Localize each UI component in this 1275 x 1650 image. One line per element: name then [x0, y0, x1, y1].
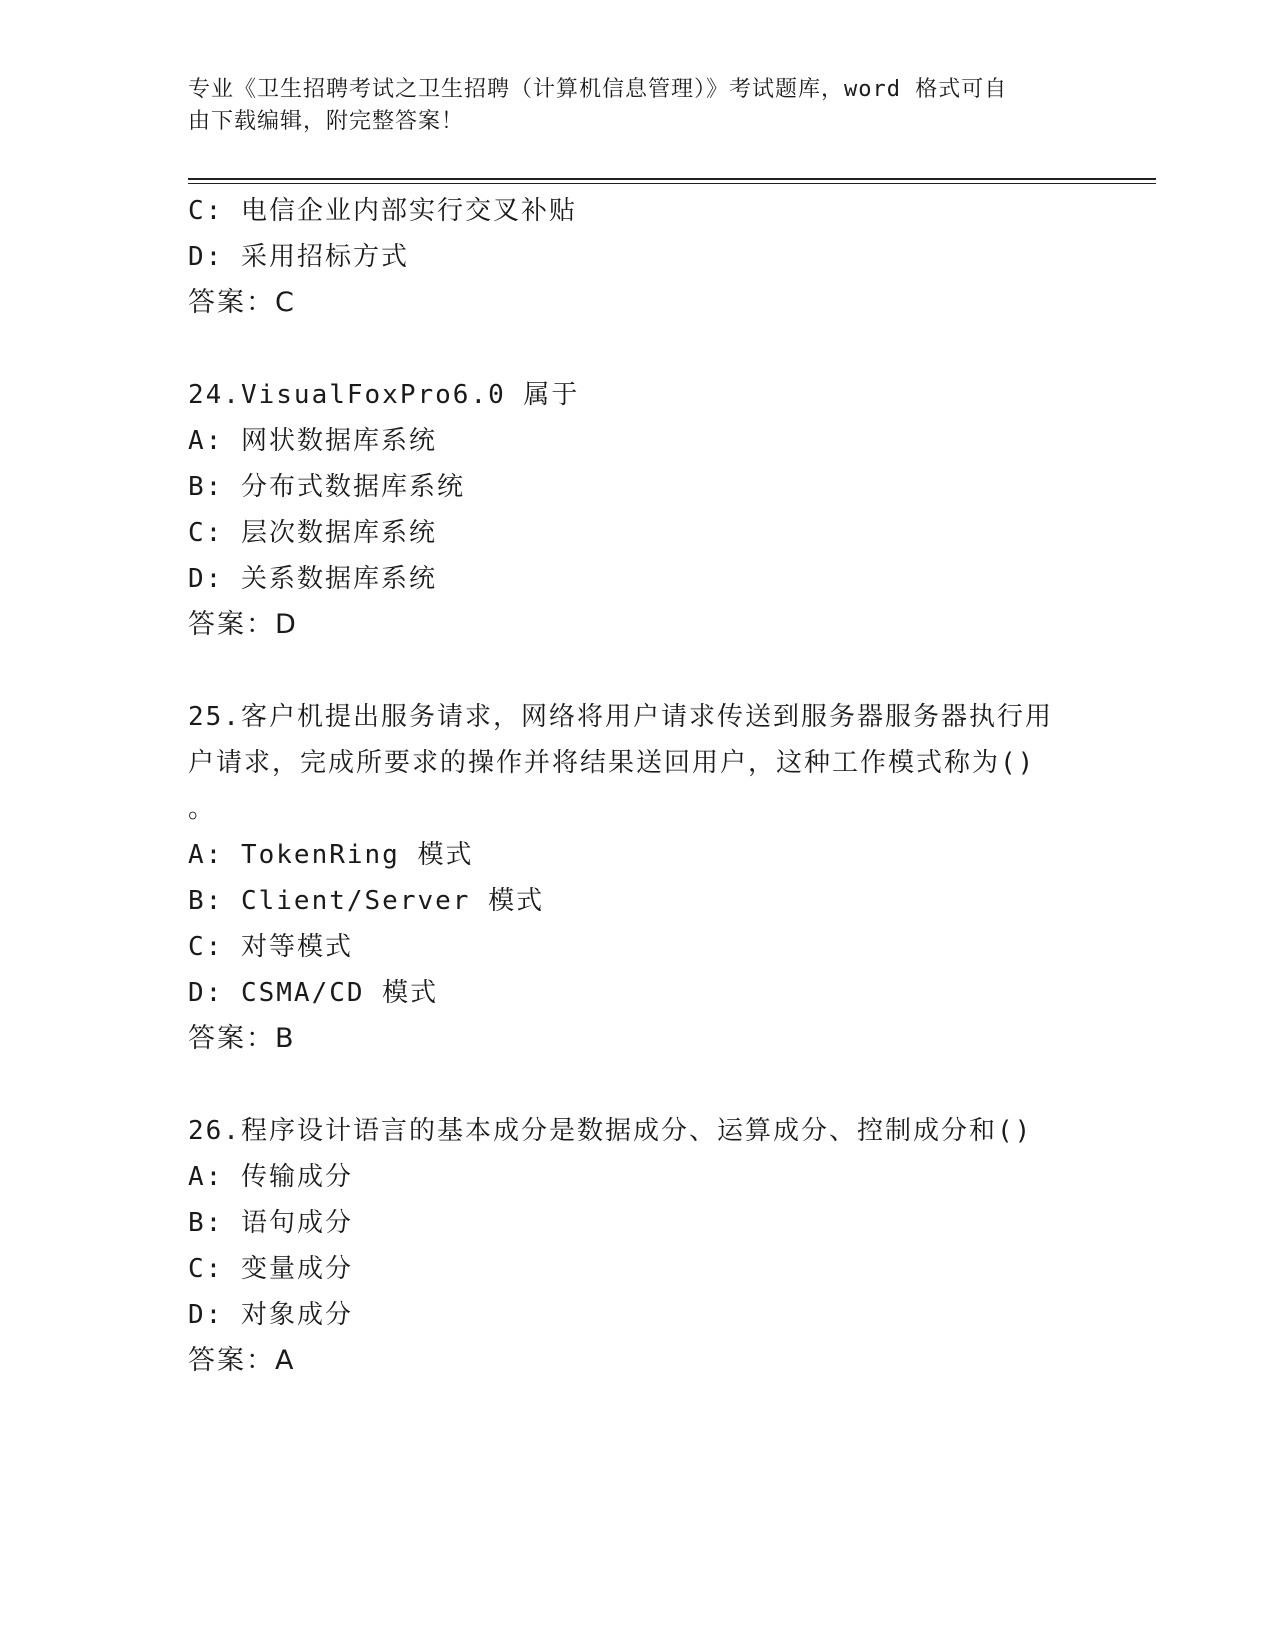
option-c: C: 层次数据库系统 [188, 518, 437, 548]
spacer [188, 326, 1088, 372]
header-line-2: 由下载编辑，附完整答案！ [188, 109, 465, 134]
option-b: B: Client/Server 模式 [188, 886, 545, 916]
option-c: C: 电信企业内部实行交叉补贴 [188, 196, 577, 226]
question-stem-cont: 户请求，完成所要求的操作并将结果送回用户，这种工作模式称为() [188, 748, 1036, 778]
question-26 [188, 1108, 1088, 1384]
header-line-1: 专业《卫生招聘考试之卫生招聘（计算机信息管理）》考试题库，word 格式可自 [188, 77, 1008, 102]
option-a: A: TokenRing 模式 [188, 840, 474, 870]
spacer [188, 648, 1088, 694]
question-stem: 26.程序设计语言的基本成分是数据成分、运算成分、控制成分和() [188, 1116, 1033, 1146]
question-24 [188, 372, 1088, 648]
option-c: C: 变量成分 [188, 1254, 353, 1284]
option-d: D: 采用招标方式 [188, 242, 409, 272]
header-rule-thin [188, 183, 1156, 184]
option-d: D: 对象成分 [188, 1300, 353, 1330]
option-d: D: 关系数据库系统 [188, 564, 437, 594]
option-a: A: 网状数据库系统 [188, 426, 437, 456]
option-b: B: 分布式数据库系统 [188, 472, 465, 502]
answer-line: 答案：D [188, 609, 298, 640]
question-23-tail [188, 188, 1088, 326]
answer-line: 答案：C [188, 287, 296, 318]
answer-line: 答案：B [188, 1023, 296, 1054]
option-a: A: 传输成分 [188, 1162, 353, 1192]
question-stem: 24.VisualFoxPro6.0 属于 [188, 380, 580, 410]
question-list [188, 188, 1088, 1384]
answer-line: 答案：A [188, 1345, 296, 1376]
question-25 [188, 694, 1088, 1062]
option-d: D: CSMA/CD 模式 [188, 978, 439, 1008]
spacer [188, 1062, 1088, 1108]
question-stem-cont: 。 [188, 794, 217, 824]
header-rule-thick [188, 178, 1156, 180]
option-c: C: 对等模式 [188, 932, 353, 962]
document-header [188, 74, 1088, 138]
question-stem: 25.客户机提出服务请求，网络将用户请求传送到服务器服务器执行用 [188, 702, 1053, 732]
option-b: B: 语句成分 [188, 1208, 353, 1238]
